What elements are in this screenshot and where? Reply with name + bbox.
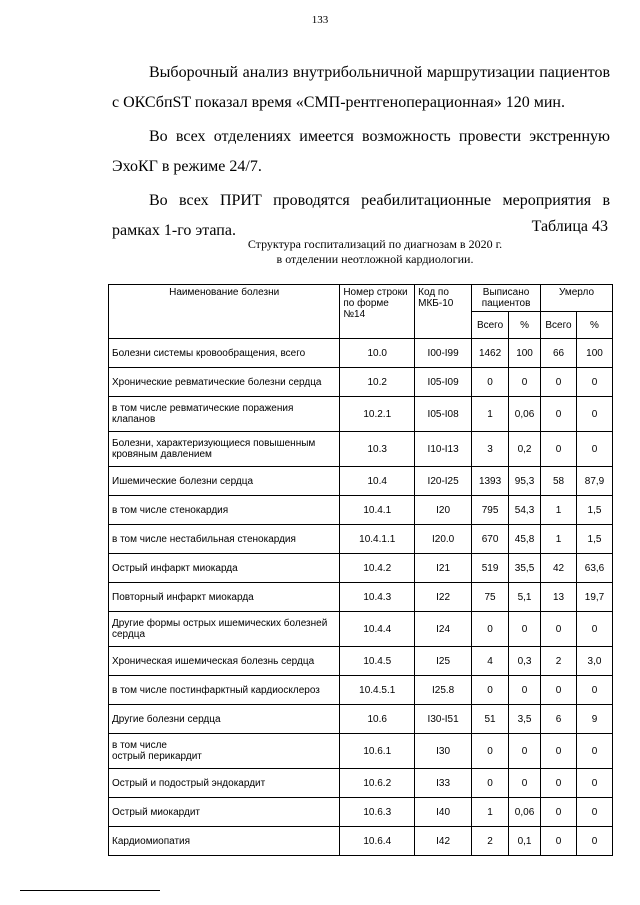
discharged-pct-cell: 0,1 — [509, 827, 541, 856]
discharged-total-cell: 0 — [472, 734, 509, 769]
discharged-pct-cell: 0 — [509, 676, 541, 705]
table-row — [109, 432, 613, 467]
disease-name-cell: в том числе стенокардия — [109, 496, 340, 525]
died-total-cell: 0 — [541, 827, 577, 856]
died-total-cell: 13 — [541, 583, 577, 612]
died-pct-cell: 0 — [577, 612, 613, 647]
discharged-total-cell: 519 — [472, 554, 509, 583]
disease-name-cell: Кардиомиопатия — [109, 827, 340, 856]
row-number-cell: 10.4.1.1 — [340, 525, 415, 554]
died-pct-cell: 100 — [577, 339, 613, 368]
icd-code-cell: I05-I09 — [415, 368, 472, 397]
died-total-cell: 1 — [541, 496, 577, 525]
icd-code-cell: I40 — [415, 798, 472, 827]
table-number: Таблица 43 — [531, 218, 608, 235]
discharged-pct-cell: 0,06 — [509, 397, 541, 432]
disease-name-cell: Болезни, характеризующиеся повышенным кровяным давлением — [109, 432, 340, 467]
row-number-cell: 10.2 — [340, 368, 415, 397]
header-discharged: Выписано пациентов — [472, 285, 541, 312]
hospitalization-table — [108, 284, 613, 856]
discharged-total-cell: 1 — [472, 397, 509, 432]
disease-name-cell: Другие формы острых ишемических болезней сердца — [109, 612, 340, 647]
died-pct-cell: 0 — [577, 734, 613, 769]
footnote-divider — [20, 890, 160, 891]
disease-name-cell: в том числе ревматические поражения клапанов — [109, 397, 340, 432]
table-row — [109, 612, 613, 647]
disease-name-cell: Острый и подострый эндокардит — [109, 769, 340, 798]
discharged-total-cell: 795 — [472, 496, 509, 525]
icd-code-cell: I30 — [415, 734, 472, 769]
row-number-cell: 10.2.1 — [340, 397, 415, 432]
died-total-cell: 0 — [541, 368, 577, 397]
row-number-cell: 10.3 — [340, 432, 415, 467]
died-total-cell: 58 — [541, 467, 577, 496]
header-icd-code: Код по МКБ-10 — [415, 285, 472, 339]
discharged-pct-cell: 0 — [509, 612, 541, 647]
discharged-pct-cell: 0 — [509, 769, 541, 798]
disease-name-cell: Болезни системы кровообращения, всего — [109, 339, 340, 368]
caption-line-1: Структура госпитализаций по диагнозам в 2020 г. — [247, 237, 503, 251]
header-disease-name: Наименование болезни — [109, 285, 340, 339]
died-pct-cell: 0 — [577, 769, 613, 798]
died-pct-cell: 9 — [577, 705, 613, 734]
died-pct-cell: 63,6 — [577, 554, 613, 583]
icd-code-cell: I10-I13 — [415, 432, 472, 467]
row-number-cell: 10.6 — [340, 705, 415, 734]
icd-code-cell: I24 — [415, 612, 472, 647]
table-row — [109, 339, 613, 368]
discharged-total-cell: 3 — [472, 432, 509, 467]
died-pct-cell: 0 — [577, 676, 613, 705]
discharged-total-cell: 1 — [472, 798, 509, 827]
discharged-total-cell: 4 — [472, 647, 509, 676]
discharged-pct-cell: 35,5 — [509, 554, 541, 583]
caption-line-2: в отделении неотложной кардиологии. — [276, 252, 474, 266]
table-row — [109, 798, 613, 827]
died-pct-cell: 1,5 — [577, 496, 613, 525]
table-row — [109, 496, 613, 525]
died-pct-cell: 87,9 — [577, 467, 613, 496]
table-row — [109, 676, 613, 705]
discharged-pct-cell: 0,2 — [509, 432, 541, 467]
icd-code-cell: I20-I25 — [415, 467, 472, 496]
table-row — [109, 769, 613, 798]
icd-code-cell: I33 — [415, 769, 472, 798]
died-total-cell: 0 — [541, 798, 577, 827]
discharged-pct-cell: 95,3 — [509, 467, 541, 496]
icd-code-cell: I21 — [415, 554, 472, 583]
table-row — [109, 467, 613, 496]
disease-name-cell: в том числе постинфарктный кардиосклероз — [109, 676, 340, 705]
table-row — [109, 554, 613, 583]
died-total-cell: 0 — [541, 432, 577, 467]
table-row — [109, 368, 613, 397]
table-row — [109, 705, 613, 734]
header-died-pct: % — [577, 312, 613, 339]
paragraph-rehab: Во всех ПРИТ проводятся реабилитационные мероприятия в рамках 1-го этапа. — [112, 192, 610, 239]
row-number-cell: 10.6.4 — [340, 827, 415, 856]
discharged-pct-cell: 0 — [509, 368, 541, 397]
row-number-cell: 10.0 — [340, 339, 415, 368]
discharged-pct-cell: 0 — [509, 734, 541, 769]
icd-code-cell: I22 — [415, 583, 472, 612]
icd-code-cell: I25.8 — [415, 676, 472, 705]
row-number-cell: 10.6.1 — [340, 734, 415, 769]
died-total-cell: 42 — [541, 554, 577, 583]
paragraph-echo: Во всех отделениях имеется возможность провести экстренную ЭхоКГ в режиме 24/7. — [112, 128, 610, 175]
discharged-pct-cell: 45,8 — [509, 525, 541, 554]
row-number-cell: 10.4.3 — [340, 583, 415, 612]
page-number: 133 — [311, 14, 329, 26]
discharged-total-cell: 1462 — [472, 339, 509, 368]
row-number-cell: 10.4.5.1 — [340, 676, 415, 705]
icd-code-cell: I20 — [415, 496, 472, 525]
icd-code-cell: I20.0 — [415, 525, 472, 554]
discharged-pct-cell: 54,3 — [509, 496, 541, 525]
discharged-total-cell: 2 — [472, 827, 509, 856]
disease-name-cell: Повторный инфаркт миокарда — [109, 583, 340, 612]
discharged-pct-cell: 5,1 — [509, 583, 541, 612]
discharged-pct-cell: 0,06 — [509, 798, 541, 827]
disease-name-cell: Хроническая ишемическая болезнь сердца — [109, 647, 340, 676]
discharged-total-cell: 0 — [472, 769, 509, 798]
discharged-total-cell: 1393 — [472, 467, 509, 496]
died-pct-cell: 3,0 — [577, 647, 613, 676]
discharged-total-cell: 0 — [472, 676, 509, 705]
died-total-cell: 0 — [541, 612, 577, 647]
row-number-cell: 10.6.3 — [340, 798, 415, 827]
row-number-cell: 10.4.1 — [340, 496, 415, 525]
disease-name-cell: Острый инфаркт миокарда — [109, 554, 340, 583]
header-discharged-pct: % — [509, 312, 541, 339]
header-row-number: Номер строки по форме №14 — [340, 285, 415, 339]
discharged-total-cell: 670 — [472, 525, 509, 554]
disease-name-cell: в том числе нестабильная стенокардия — [109, 525, 340, 554]
table-row — [109, 525, 613, 554]
table-row — [109, 734, 613, 769]
died-total-cell: 0 — [541, 676, 577, 705]
table-caption — [112, 237, 640, 267]
died-total-cell: 0 — [541, 769, 577, 798]
died-total-cell: 6 — [541, 705, 577, 734]
died-pct-cell: 0 — [577, 432, 613, 467]
icd-code-cell: I05-I08 — [415, 397, 472, 432]
disease-name-cell: Другие болезни сердца — [109, 705, 340, 734]
died-pct-cell: 0 — [577, 827, 613, 856]
died-total-cell: 0 — [541, 397, 577, 432]
row-number-cell: 10.6.2 — [340, 769, 415, 798]
disease-name-cell: Хронические ревматические болезни сердца — [109, 368, 340, 397]
table-row — [109, 397, 613, 432]
header-discharged-total: Всего — [472, 312, 509, 339]
row-number-cell: 10.4.5 — [340, 647, 415, 676]
died-pct-cell: 1,5 — [577, 525, 613, 554]
disease-name-cell: в том числе острый перикардит — [109, 734, 340, 769]
discharged-pct-cell: 3,5 — [509, 705, 541, 734]
died-pct-cell: 0 — [577, 368, 613, 397]
died-total-cell: 0 — [541, 734, 577, 769]
icd-code-cell: I42 — [415, 827, 472, 856]
died-pct-cell: 0 — [577, 798, 613, 827]
discharged-total-cell: 51 — [472, 705, 509, 734]
discharged-total-cell: 0 — [472, 368, 509, 397]
discharged-total-cell: 75 — [472, 583, 509, 612]
died-pct-cell: 19,7 — [577, 583, 613, 612]
died-pct-cell: 0 — [577, 397, 613, 432]
icd-code-cell: I30-I51 — [415, 705, 472, 734]
header-died: Умерло — [541, 285, 613, 312]
header-died-total: Всего — [541, 312, 577, 339]
discharged-pct-cell: 100 — [509, 339, 541, 368]
died-total-cell: 1 — [541, 525, 577, 554]
died-total-cell: 2 — [541, 647, 577, 676]
icd-code-cell: I25 — [415, 647, 472, 676]
paragraph-routing: Выборочный анализ внутрибольничной маршрутизации пациентов с ОКСбпST показал время «СМП-рентгеноперационная» 120 мин. — [112, 64, 610, 111]
table-body — [109, 339, 613, 856]
row-number-cell: 10.4.2 — [340, 554, 415, 583]
table-row — [109, 583, 613, 612]
row-number-cell: 10.4.4 — [340, 612, 415, 647]
row-number-cell: 10.4 — [340, 467, 415, 496]
discharged-total-cell: 0 — [472, 612, 509, 647]
disease-name-cell: Ишемические болезни сердца — [109, 467, 340, 496]
discharged-pct-cell: 0,3 — [509, 647, 541, 676]
table-row — [109, 827, 613, 856]
icd-code-cell: I00-I99 — [415, 339, 472, 368]
table-row — [109, 647, 613, 676]
disease-name-cell: Острый миокардит — [109, 798, 340, 827]
died-total-cell: 66 — [541, 339, 577, 368]
